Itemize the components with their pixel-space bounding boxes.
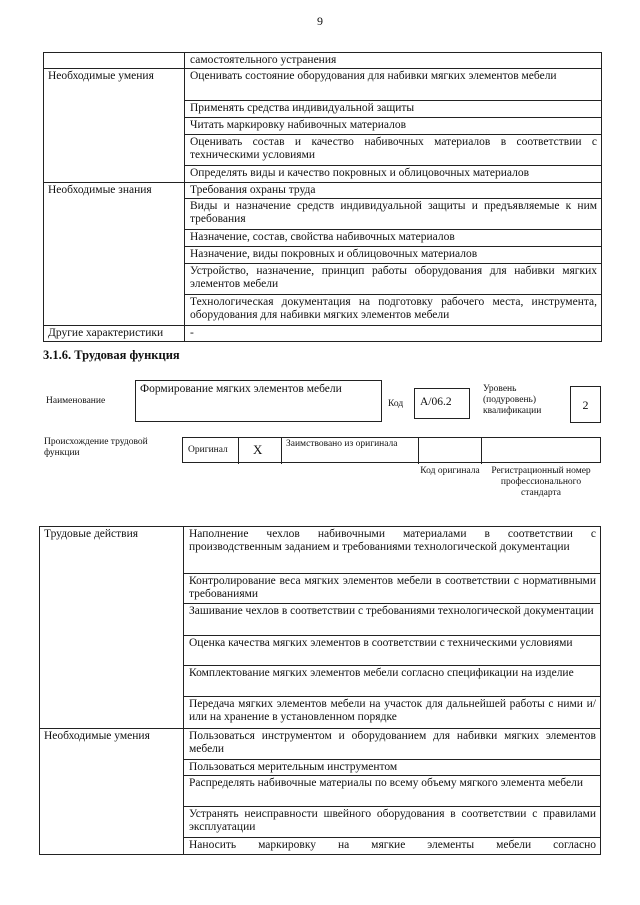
table-cell: Наносить маркировку на мягкие элементы мебели согласно bbox=[184, 838, 601, 855]
function-name-value: Формирование мягких элементов мебели bbox=[140, 383, 342, 395]
table-cell: Оценивать состав и качество набивочных материалов в соответствии с техническими условиями bbox=[185, 135, 602, 166]
code-original-caption: Код оригинала bbox=[420, 466, 480, 476]
table-cell: Читать маркировку набивочных материалов bbox=[185, 118, 602, 135]
section-heading: 3.1.6. Трудовая функция bbox=[43, 348, 180, 362]
code-box bbox=[414, 388, 470, 419]
level-value: 2 bbox=[582, 398, 589, 412]
origin-table bbox=[182, 437, 601, 463]
requirements-table-bottom bbox=[39, 526, 601, 855]
table-cell: Требования охраны труда bbox=[185, 183, 602, 199]
table-cell: Распределять набивочные материалы по всему объему мягкого элемента мебели bbox=[184, 776, 601, 807]
table-cell: Назначение, виды покровных и облицовочных материалов bbox=[185, 247, 602, 264]
reg-number-caption: Регистрационный номер профессионального стандарта bbox=[491, 466, 591, 498]
table-cell: Наполнение чехлов набивочными материалами в соответствии с производственным заданием и требованиями технологической документации bbox=[184, 527, 601, 574]
table-cell: Комплектование мягких элементов мебели согласно спецификации на изделие bbox=[184, 666, 601, 697]
level-label: Уровень (подуровень) квалификации bbox=[483, 384, 542, 416]
requirements-table-top bbox=[43, 52, 602, 342]
row-label bbox=[44, 53, 185, 69]
table-cell: Устранять неисправности швейного оборудования в соответствии с правилами эксплуатации bbox=[184, 807, 601, 838]
row-label-actions: Трудовые действия bbox=[40, 527, 184, 729]
row-label-skills-2: Необходимые умения bbox=[40, 729, 184, 855]
page-number: 9 bbox=[317, 14, 323, 28]
table-cell: Устройство, назначение, принцип работы оборудования для набивки мягких элементов мебели bbox=[185, 264, 602, 295]
table-cell: Оценка качества мягких элементов в соответствии с техническими условиями bbox=[184, 636, 601, 666]
table-cell: Применять средства индивидуальной защиты bbox=[185, 101, 602, 118]
table-cell: Определять виды и качество покровных и облицовочных материалов bbox=[185, 166, 602, 183]
level-box bbox=[570, 386, 601, 423]
function-name-box bbox=[135, 380, 382, 422]
origin-label: Происхождение трудовой функции bbox=[44, 437, 148, 458]
table-cell: Пользоваться мерительным инструментом bbox=[184, 760, 601, 776]
table-cell: Зашивание чехлов в соответствии с требованиями технологической документации bbox=[184, 604, 601, 636]
code-value: А/06.2 bbox=[420, 396, 452, 408]
original-mark: X bbox=[253, 442, 263, 457]
table-cell: Виды и назначение средств индивидуальной защиты и предъявляемые к ним требования bbox=[185, 199, 602, 230]
table-cell: Пользоваться инструментом и оборудованием для набивки мягких элементов мебели bbox=[184, 729, 601, 760]
table-cell: самостоятельного устранения bbox=[185, 53, 602, 69]
code-label: Код bbox=[388, 399, 404, 409]
table-cell: Передача мягких элементов мебели на участок для дальнейшей работы с ними и/или на хранение в установленном порядке bbox=[184, 697, 601, 729]
table-cell: - bbox=[185, 326, 602, 342]
row-label-other: Другие характеристики bbox=[44, 326, 185, 342]
table-cell: Оценивать состояние оборудования для набивки мягких элементов мебели bbox=[185, 69, 602, 101]
table-cell: Технологическая документация на подготовку рабочего места, инструмента, оборудования для набивки мягких элементов мебели bbox=[185, 295, 602, 326]
table-cell: Контролирование веса мягких элементов мебели в соответствии с нормативными требованиями bbox=[184, 574, 601, 604]
row-label-skills: Необходимые умения bbox=[44, 69, 185, 183]
original-label: Оригинал bbox=[188, 445, 228, 455]
borrowed-label: Заимствовано из оригинала bbox=[286, 439, 398, 449]
table-cell: Назначение, состав, свойства набивочных материалов bbox=[185, 230, 602, 247]
row-label-knowledge: Необходимые знания bbox=[44, 183, 185, 326]
name-label: Наименование bbox=[46, 396, 106, 406]
